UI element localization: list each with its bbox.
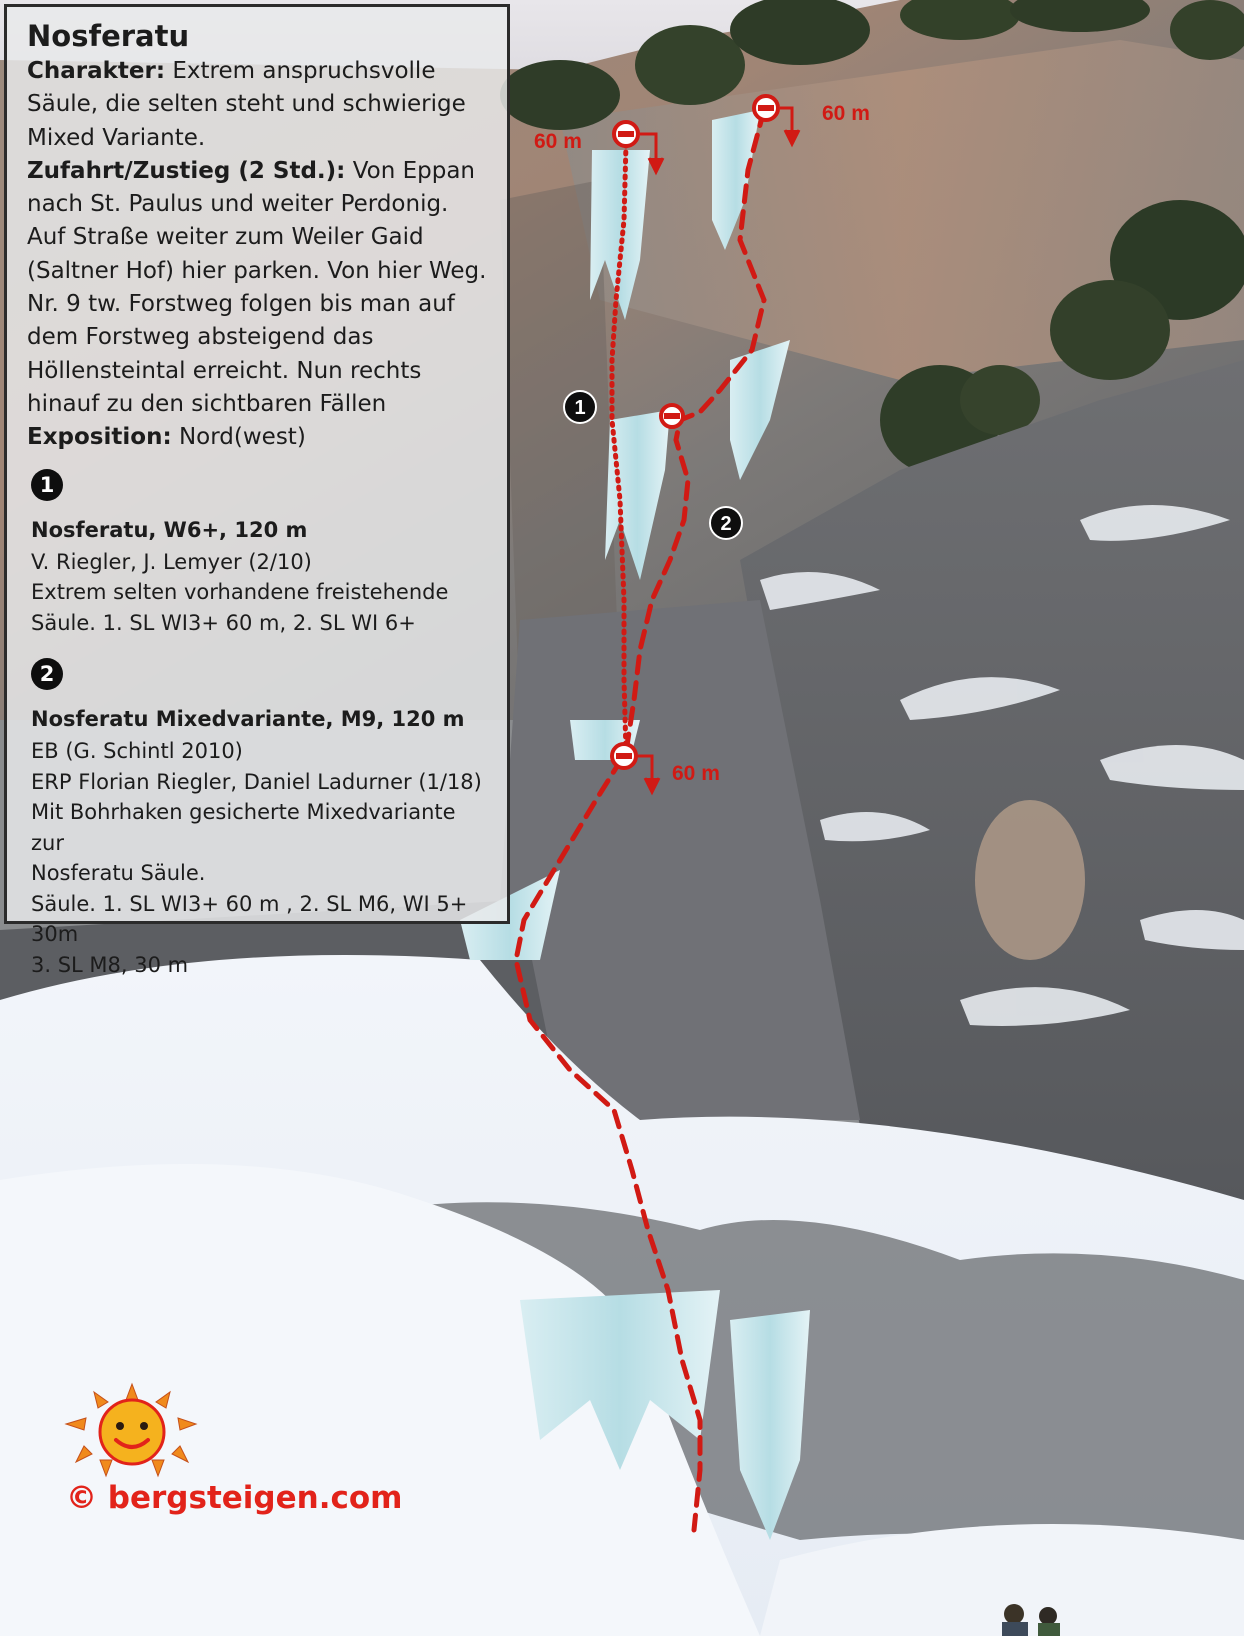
route-1-block <box>31 469 489 639</box>
route-2-line-6: 3. SL M8, 30 m <box>31 952 189 977</box>
rappel-label-top-right: 60 m <box>822 102 870 125</box>
route-marker-2-label: 2 <box>720 513 732 535</box>
route-1-line-1: V. Riegler, J. Lemyer (2/10) <box>31 549 312 574</box>
belay-station-top-left <box>614 122 638 146</box>
rappel-label-middle: 60 m <box>672 762 720 785</box>
zufahrt-paragraph <box>27 155 489 421</box>
rappel-label-top-left: 60 m <box>534 130 582 153</box>
zufahrt-text: Von Eppan nach St. Paulus und weiter Perdonig. Auf Straße weiter zum Weiler Gaid (Saltner Hof) hier parken. Von hier Weg. Nr. 9 tw. Forstweg folgen bis man auf dem Forstweg absteigend das Höllensteintal erreicht. Nun rechts hinauf zu den sichtbaren Fällen <box>27 157 487 417</box>
route-marker-1 <box>564 391 596 423</box>
exposition-label: Exposition: <box>27 424 172 451</box>
exposition-paragraph <box>27 421 489 454</box>
charakter-text: Extrem anspruchsvolle Säule, die selten steht und schwierige Mixed Variante. <box>27 58 466 151</box>
route-2-line-3: Mit Bohrhaken gesicherte Mixedvariante zur <box>31 800 456 855</box>
route-marker-1-label: 1 <box>574 397 586 419</box>
route-title: Nosferatu <box>27 19 190 53</box>
charakter-paragraph <box>27 55 489 155</box>
route-2-line-4: Nosferatu Säule. <box>31 861 206 886</box>
exposition-text: Nord(west) <box>178 424 306 451</box>
route-2-line-5: Säule. 1. SL WI3+ 60 m , 2. SL M6, WI 5+ 30m <box>31 891 468 947</box>
copyright-brand: © bergsteigen.com <box>66 1480 403 1516</box>
belay-station-lower <box>612 744 636 768</box>
route-marker-2 <box>710 507 742 539</box>
rock-scar <box>975 800 1085 960</box>
route-2-block <box>31 658 489 980</box>
charakter-label: Charakter: <box>27 58 166 84</box>
route-1-line-3: Säule. 1. SL WI3+ 60 m, 2. SL WI 6+ <box>31 610 416 635</box>
belay-station-top-right <box>754 96 778 120</box>
route-2-number-badge: 2 <box>31 658 63 690</box>
route-1-line-2: Extrem selten vorhandene freistehende <box>31 580 449 605</box>
route-info-panel <box>4 4 510 977</box>
route-1-number-badge: 1 <box>31 469 63 501</box>
zufahrt-label: Zufahrt/Zustieg (2 Std.): <box>27 157 346 184</box>
route-2-line-2: ERP Florian Riegler, Daniel Ladurner (1/18) <box>31 769 482 794</box>
route-2-name: Nosferatu Mixedvariante, M9, 120 m <box>31 707 465 732</box>
belay-station-middle <box>661 405 683 427</box>
sun-logo-icon <box>62 1382 202 1478</box>
route-1-name: Nosferatu, W6+, 120 m <box>31 517 308 542</box>
route-2-line-1: EB (G. Schintl 2010) <box>31 739 243 764</box>
